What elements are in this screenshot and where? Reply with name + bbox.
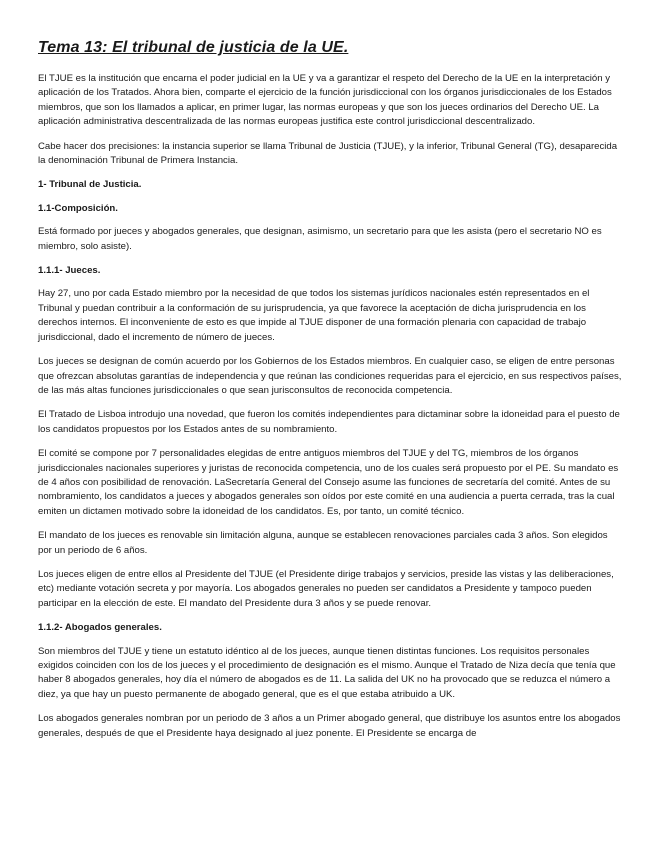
section-heading-tribunal: 1- Tribunal de Justicia. [38, 179, 142, 191]
jueces-paragraph-4: El comité se compone por 7 personalidades elegidas de entre antiguos miembros del TJUE y del TG, miembros de los órganos jurisdiccionales nacionales superiores y juristas de reconocida competencia, uno de los cuales será propuesto por el PE. Su mandato es de 4 años con posibilidad de renovación. LaSecretaría General del Consejo asume las funciones de secretaría del comité. Antes de su nombramiento, los candidatos a jueces y abogados generales son oídos por este comité en una audiencia a puerta cerrada, tras la cual emiten un dictamen motivado sobre la idoneidad de los candidatos. Es, por tanto, un comité técnico. [38, 448, 619, 517]
intro-paragraph-2: Cabe hacer dos precisiones: la instancia superior se llama Tribunal de Justicia (TJUE), y la inferior, Tribunal General (TG), desaparecida la denominación Tribunal de Primera Instancia. [38, 140, 618, 167]
jueces-paragraph-2: Los jueces se designan de común acuerdo por los Gobiernos de los Estados miembros. En cualquier caso, se eligen de entre personas que ofrezcan absolutas garantías de independencia y que reúnan las condiciones requeridas para el ejercicio, en sus respectivos países, de las más altas funciones jurisdiccionales o que sean jurisconsultos de reconocida competencia. [38, 356, 622, 396]
jueces-paragraph-6: Los jueces eligen de entre ellos al Presidente del TJUE (el Presidente dirige trabajos y servicios, preside las vistas y las deliberaciones, etc) mediante votación secreta y por mayoría. Los abogados generales no pueden ser candidatos a Presidente y tampoco pueden participar en la elección de este. El mandato del Presidente dura 3 años y se puede renovar. [38, 568, 614, 609]
abogados-paragraph-2: Los abogados generales nombran por un periodo de 3 años a un Primer abogado general, que distribuye los asuntos entre los abogados generales, después de que el Presidente haya designado al juez ponente. El Presidente se encarga de [38, 713, 621, 739]
jueces-paragraph-5: El mandato de los jueces es renovable sin limitación alguna, aunque se establecen renovaciones parciales cada 3 años. Son elegidos por un periodo de 6 años. [38, 530, 608, 556]
intro-paragraph-1: El TJUE es la institución que encarna el poder judicial en la UE y va a garantizar el respeto del Derecho de la UE en la interpretación y aplicación de los Tratados. Ahora bien, comparte el ejercicio de la función jurisdiccional con los órganos jurisdiccionales de los Estados miembros, que son los llamados a aplicar, en primer lugar, las normas europeas y que son los jueces ordinarios del Derecho UE. La aplicación administrativa descentralizada de las normas europeas justifica este control jurisdiccional descentralizado. [38, 73, 612, 128]
jueces-paragraph-3: El Tratado de Lisboa introdujo una novedad, que fueron los comités independientes para dictaminar sobre la idoneidad para el puesto de los candidatos propuestos por los Estados antes de su nombramiento. [38, 409, 620, 435]
abogados-paragraph-1: Son miembros del TJUE y tiene un estatuto idéntico al de los jueces, aunque tienen distintas funciones. Los requisitos personales exigidos coinciden con los de los jueces y el procedimiento de designación es el mismo. Aunque el Tratado de Niza decía que tenía que haber 8 abogados generales, hoy día el número de abogados es de 11. La salida del UK no ha provocado que se reduzca el número a diez, ya que hay un puesto permanente de abogado general, que es el que estaba atribuido a UK. [38, 645, 616, 700]
composicion-paragraph: Está formado por jueces y abogados generales, que designan, asimismo, un secretario para que les asista (pero el secretario NO es miembro, solo asiste). [38, 226, 602, 252]
page-title: Tema 13: El tribunal de justicia de la UE. [38, 39, 349, 56]
jueces-paragraph-1: Hay 27, uno por cada Estado miembro por la necesidad de que todos los sistemas jurídicos nacionales estén representados en el Tribunal y puedan contribuir a la conformación de su jurisprudencia, ya que favorece la aceptación de dicha jurisprudencia en los derechos internos. El inconveniente de esto es que impide al TJUE disponer de una formación plenaria con capacidad de trabajo jurisdiccional, dado el incremento de número de jueces. [38, 288, 590, 343]
section-heading-composicion: 1.1-Composición. [38, 202, 118, 214]
section-heading-abogados: 1.1.2- Abogados generales. [38, 622, 162, 634]
section-heading-jueces: 1.1.1- Jueces. [38, 265, 101, 277]
